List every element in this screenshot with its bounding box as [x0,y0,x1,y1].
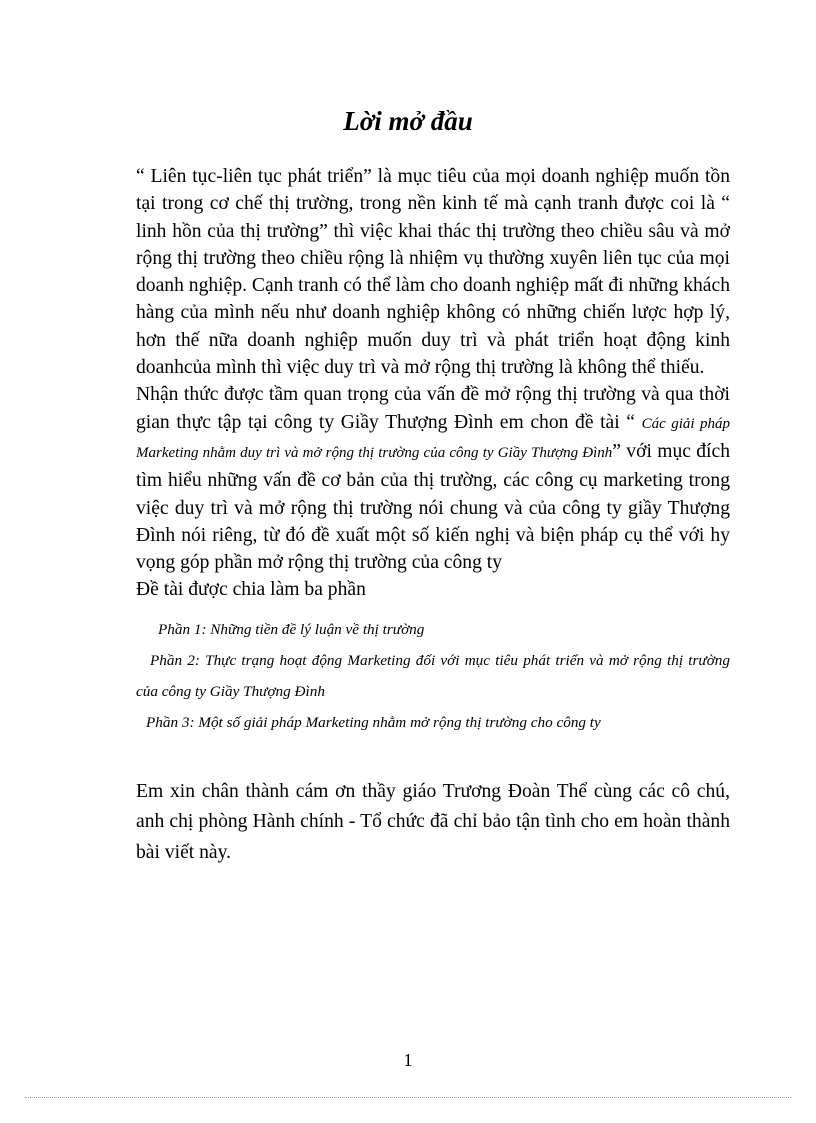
part-1: Phần 1: Những tiền đề lý luận về thị trường [158,620,425,638]
footer-divider [25,1097,791,1098]
document-body [136,163,730,888]
page-title: Lời mở đầu [343,106,473,136]
part-2: Phần 2: Thực trạng hoạt động Marketing đối với mục tiêu phát triển và mở rộng thị trường của công ty Giầy Thượng Đình [136,651,730,700]
thanks-paragraph: Em xin chân thành cám ơn thầy giáo Trương Đoàn Thể cùng các cô chú, anh chị phòng Hành chính - Tổ chức đã chỉ bảo tận tình cho em hoàn thành bài viết này. [136,780,730,863]
intro-paragraph: “ Liên tục-liên tục phát triển” là mục tiêu của mọi doanh nghiệp muốn tồn tại trong cơ chế thị trường, trong nền kinh tế mà cạnh tranh được coi là “ linh hồn của thị trường” thì việc khai thác thị trường theo chiều sâu và mở rộng thị trường theo chiều rộng là nhiệm vụ thường xuyên liên tục của mọi doanh nghiệp. Cạnh tranh có thể làm cho doanh nghiệp mất đi những khách hàng của mình nếu như doanh nghiệp không có những chiến lược hợp lý, hơn thế nữa doanh nghiệp muốn duy trì và phát triển hoạt động kinh doanhcủa mình thì việc duy trì và mở rộng thị trường là không thể thiếu. [136,166,730,379]
awareness-text-before: Nhận thức được tầm quan trọng của vấn đề mở rộng thị trường và qua thời gian thực tập tại công ty Giầy Thượng Đình em chon đề tài “ [136,384,730,433]
part-3: Phần 3: Một số giải pháp Marketing nhằm mở rộng thị trường cho công ty [146,713,601,731]
parts-list [136,614,730,738]
awareness-text-after: ” với mục đích tìm hiểu những vấn đề cơ bản của thị trường, các công cụ marketing trong việc duy trì và mở rộng thị trường nói chung và của công ty giầy Thượng Đình nói riêng, từ đó đề xuất một số kiến nghị và biện pháp cụ thể với hy vọng góp phần mở rộng thị trường của công ty [136,440,730,574]
division-intro: Đề tài được chia làm ba phần [136,579,366,601]
page-number: 1 [403,1050,413,1070]
topic-title: Các giải pháp Marketing nhằm duy trì và mở rộng thị trường của công ty Giầy Thượng Đình [136,415,731,461]
awareness-paragraph [136,381,730,576]
